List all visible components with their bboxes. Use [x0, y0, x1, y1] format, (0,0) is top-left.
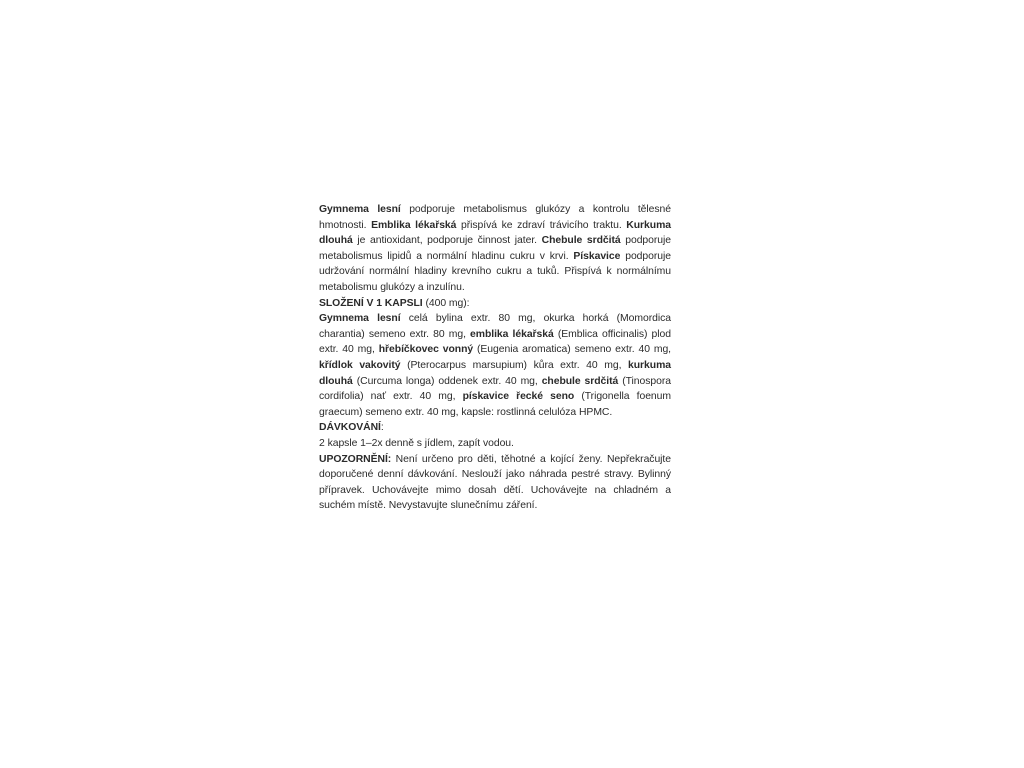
composition-seg: (Eugenia aromatica) semeno extr. 40 mg,	[473, 344, 672, 356]
warning-paragraph	[319, 452, 671, 514]
intro-seg: Kurkuma dlouhá	[319, 219, 671, 247]
composition-paragraph	[319, 311, 671, 420]
composition-seg: pískavice řecké seno	[462, 391, 575, 403]
composition-heading-label: SLOŽENÍ V 1 KAPSLI	[319, 297, 423, 309]
intro-paragraph	[319, 202, 671, 296]
dosage-heading-suffix: :	[380, 422, 384, 434]
composition-seg: emblika lékařská	[470, 328, 554, 340]
composition-seg: kurkuma dlouhá	[319, 359, 671, 387]
composition-seg: (Curcuma longa) oddenek extr. 40 mg,	[352, 375, 542, 387]
composition-seg: (Pterocarpus marsupium) kůra extr. 40 mg,	[400, 359, 629, 371]
composition-seg: celá bylina extr. 80 mg, okurka horká (Momordica charantia) semeno extr. 80 mg,	[319, 313, 671, 340]
intro-seg: Gymnema lesní	[319, 204, 401, 215]
composition-seg: křídlok vakovitý	[319, 359, 401, 371]
composition-seg: (Emblica officinalis) plod extr. 40 mg,	[319, 328, 671, 356]
intro-seg: podporuje udržování normální hladiny krevního cukru a tuků. Přispívá k normálnímu metabolismu glukózy a inzulínu.	[319, 250, 671, 293]
intro-seg: Pískavice	[573, 250, 621, 262]
warning-heading: UPOZORNĚNÍ:	[319, 453, 392, 465]
composition-heading-suffix: (400 mg):	[422, 297, 470, 309]
composition-seg: chebule srdčitá	[541, 375, 619, 387]
dosage-heading-label: DÁVKOVÁNÍ	[319, 422, 381, 434]
intro-seg: přispívá ke zdraví trávicího traktu.	[456, 219, 627, 231]
intro-seg: Emblika lékařská	[371, 219, 457, 231]
warning-text: Není určeno pro děti, těhotné a kojící ženy. Nepřekračujte doporučené denní dávkování. Neslouží jako náhrada pestré stravy. Bylinný přípravek. Uchovávejte mimo dosah dětí. Uchovávejte na chladném a suchém místě. Nevystavujte slunečnímu záření.	[319, 453, 671, 512]
intro-seg: podporuje metabolismus glukózy a kontrolu tělesné hmotnosti.	[319, 204, 671, 231]
intro-seg: je antioxidant, podporuje činnost jater.	[352, 235, 542, 247]
intro-seg: Chebule srdčitá	[541, 235, 621, 247]
composition-heading	[319, 296, 671, 312]
dosage-heading	[319, 420, 671, 436]
product-label-text	[319, 202, 671, 514]
composition-seg: (Tinospora cordifolia) nať extr. 40 mg,	[319, 375, 672, 403]
dosage-text: 2 kapsle 1–2x denně s jídlem, zapít vodou.	[319, 437, 514, 449]
intro-seg: podporuje metabolismus lipidů a normální hladinu cukru v krvi.	[319, 235, 672, 262]
composition-seg: Gymnema lesní	[319, 313, 401, 325]
composition-seg: hřebíčkovec vonný	[378, 344, 474, 356]
composition-seg: (Trigonella foenum graecum) semeno extr. 40 mg, kapsle: rostlinná celulóza HPMC.	[319, 391, 671, 418]
